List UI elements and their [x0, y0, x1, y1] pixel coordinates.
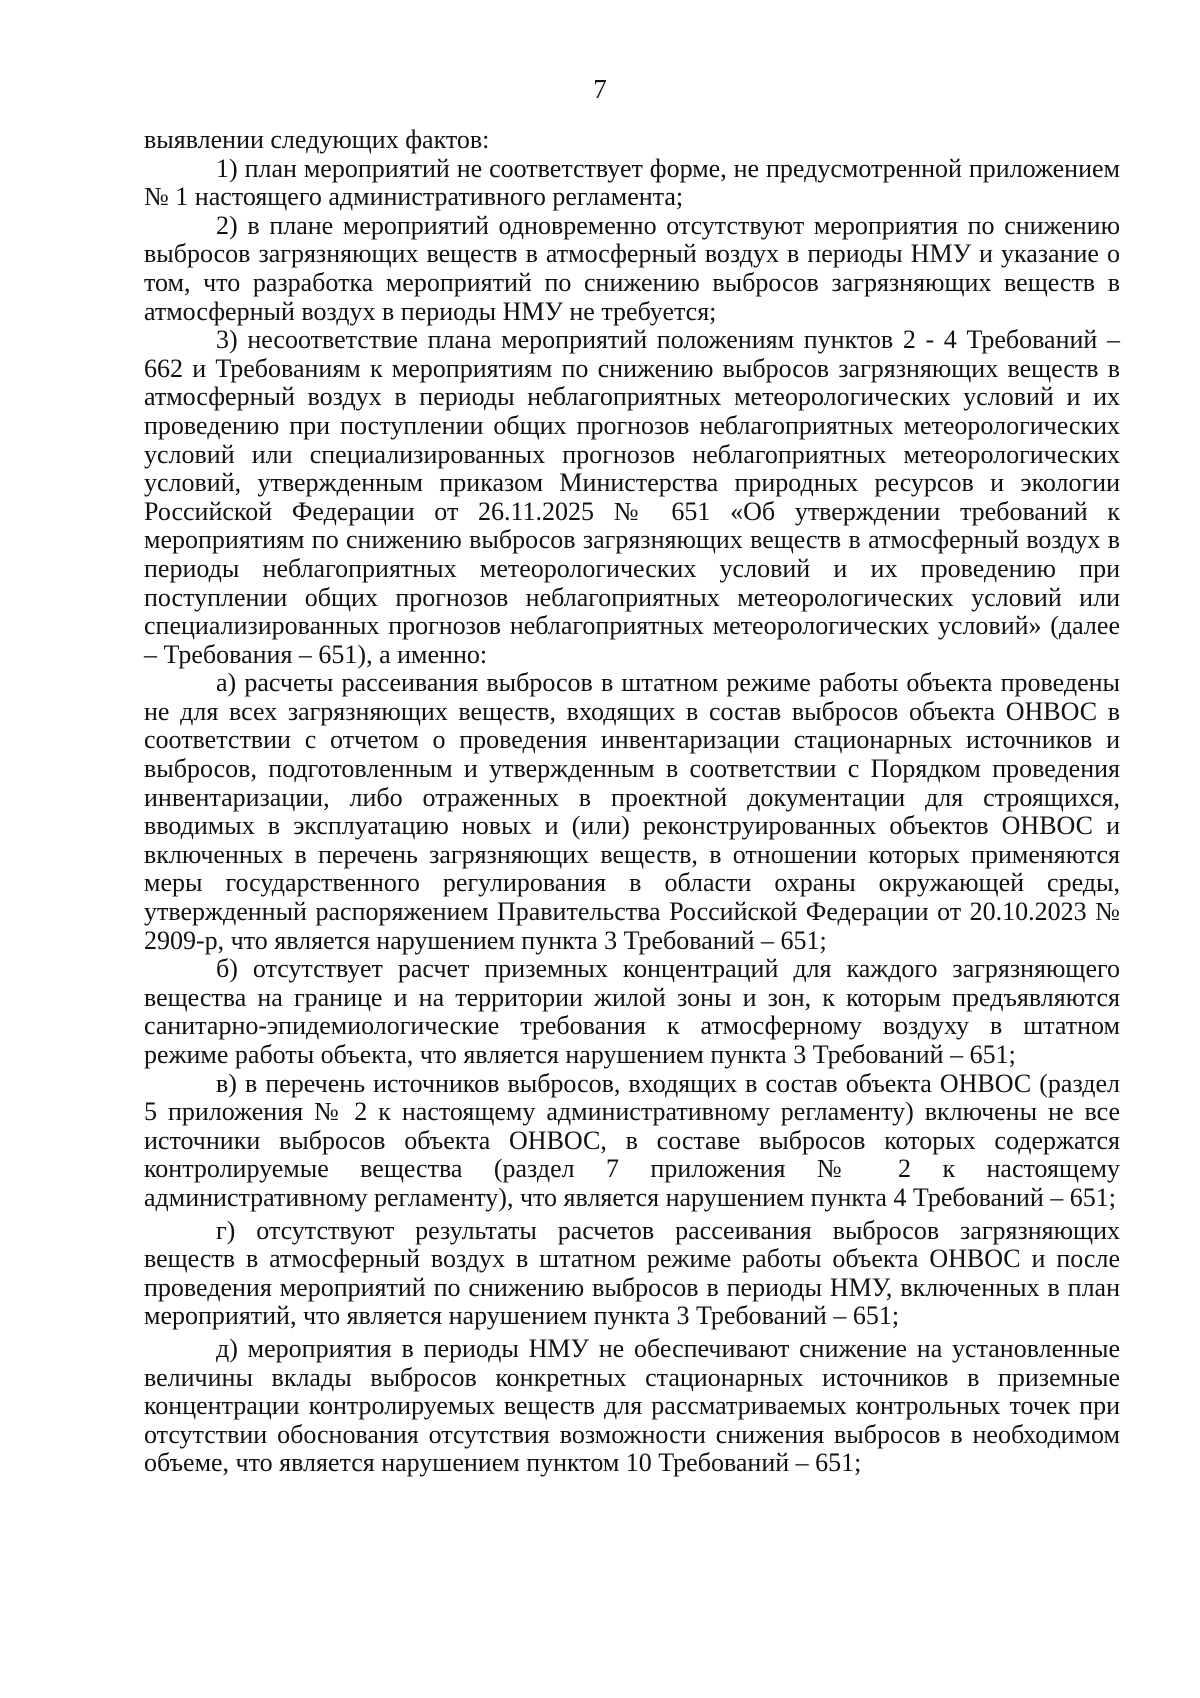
sub-item-g: г) отсутствуют результаты расчетов рассеивания выбросов загрязняющих веществ в атмосферный воздух в штатном режиме работы объекта ОНВОС и после проведения мероприятий по снижению выбросов в периоды НМУ, включенных в план мероприятий, что является нарушением пункта 3 Требований – 651; — [144, 1215, 1120, 1331]
sub-item-v: в) в перечень источников выбросов, входящих в состав объекта ОНВОС (раздел 5 приложения № 2 к настоящему административному регламенту) включены не все источники выбросов объекта ОНВОС, в составе выбросов которых содержатся контролируемые вещества (раздел 7 приложения № 2 к настоящему административному регламенту), что является нарушением пункта 4 Требований – 651; — [144, 1068, 1120, 1212]
sub-item-a: а) расчеты рассеивания выбросов в штатном режиме работы объекта проведены не для всех загрязняющих веществ, входящих в состав выбросов объекта ОНВОС в соответствии с отчетом о проведения инвентаризации стационарных источников и выбросов, подготовленным и утвержденным в соответствии с Порядком проведения инвентаризации, либо отраженных в проектной документации для строящихся, вводимых в эксплуатацию новых и (или) реконструированных объектов ОНВОС и включенных в перечень загрязняющих веществ, в отношении которых применяются меры государственного регулирования в области охраны окружающей среды, утвержденный распоряжением Правительства Российской Федерации от 20.10.2023 № 2909-р, что является нарушением пункта 3 Требований – 651; — [144, 668, 1120, 955]
list-item-2: 2) в плане мероприятий одновременно отсутствуют мероприятия по снижению выбросов загрязняющих веществ в атмосферный воздух в периоды НМУ и указание о том, что разработка мероприятий по снижению выбросов загрязняющих веществ в атмосферный воздух в периоды НМУ не требуется; — [144, 210, 1120, 326]
sub-item-d: д) мероприятия в периоды НМУ не обеспечивают снижение на установленные величины вклады выбросов конкретных стационарных источников в приземные концентрации контролируемых веществ для рассматриваемых контрольных точек при отсутствии обоснования отсутствия возможности снижения выбросов в необходимом объеме, что является нарушением пунктом 10 Требований – 651; — [144, 1333, 1120, 1478]
list-item-1: 1) план мероприятий не соответствует форме, не предусмотренной приложением № 1 настоящего административного регламента; — [144, 153, 1120, 212]
document-body — [144, 126, 1120, 1478]
sub-item-b: б) отсутствует расчет приземных концентраций для каждого загрязняющего вещества на границе и на территории жилой зоны и зон, к которым предъявляются санитарно-эпидемиологические требования к атмосферному воздуху в штатном режиме работы объекта, что является нарушением пункта 3 Требований – 651; — [144, 954, 1120, 1069]
page-number: 7 — [593, 74, 607, 104]
paragraph-intro: выявлении следующих фактов: — [144, 125, 490, 154]
list-item-3: 3) несоответствие плана мероприятий положениям пунктов 2 - 4 Требований – 662 и Требованиям к мероприятиям по снижению выбросов загрязняющих веществ в атмосферный воздух в периоды неблагоприятных метеорологических условий и их проведению при поступлении общих прогнозов неблагоприятных метеорологических условий или специализированных прогнозов неблагоприятных метеорологических условий, утвержденным приказом Министерства природных ресурсов и экологии Российской Федерации от 26.11.2025 № 651 «Об утверждении требований к мероприятиям по снижению выбросов загрязняющих веществ в атмосферный воздух в периоды неблагоприятных метеорологических условий и их проведению при поступлении общих прогнозов неблагоприятных метеорологических условий или специализированных прогнозов неблагоприятных метеорологических условий» (далее – Требования – 651), а именно: — [144, 325, 1120, 669]
